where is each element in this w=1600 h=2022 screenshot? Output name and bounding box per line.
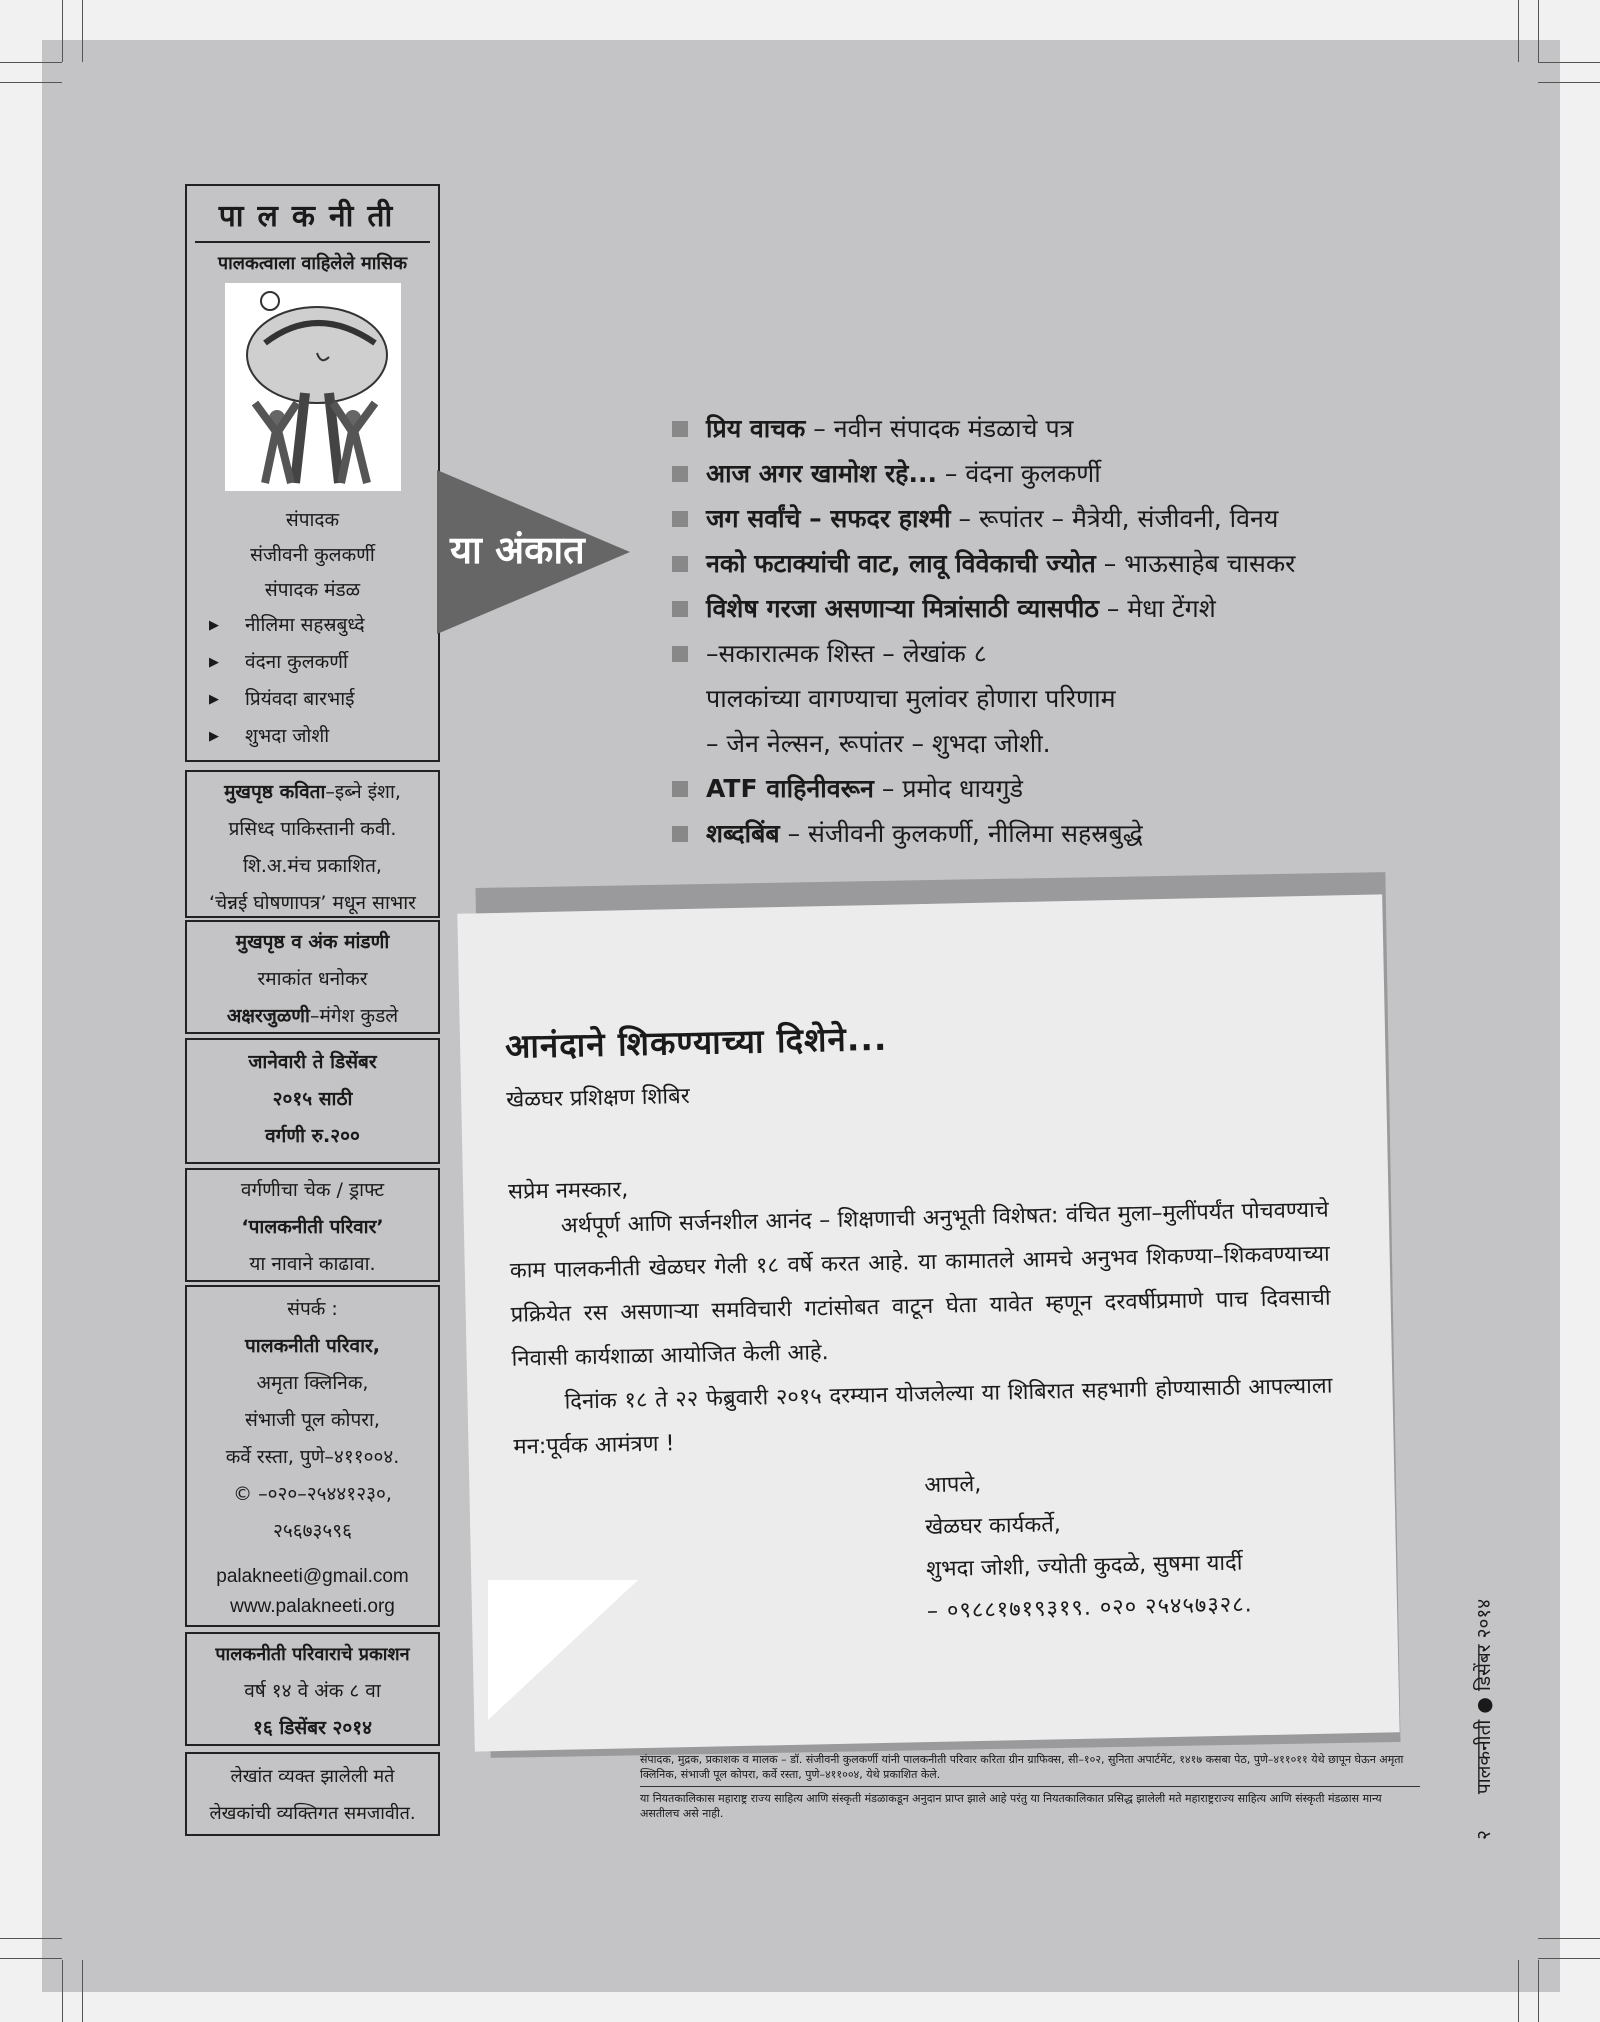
crop-mark: [0, 1938, 62, 1939]
magazine-title: पालकनीती: [195, 186, 430, 243]
table-of-contents: [672, 406, 1295, 856]
editor-label: संपादक: [285, 509, 340, 531]
notice-phones: – ०९८८१७१९३१९. ०२० २५४५७३२८.: [926, 1592, 1253, 1625]
imprint-text: संपादक, मुद्रक, प्रकाशक व मालक – डॉ. संजीवनी कुलकर्णी यांनी पालकनीती परिवार करिता ग्रीन ग्राफिक्स, सी–१०२, सुनिता अपार्टमेंट, १४१७ कसबा पेठ, पुणे–४११०११ येथे छापून घेऊन अमृता क्लिनिक, संभाजी पूल कोपरा, कर्वे रस्ता, पुणे–४११००४, येथे प्रकाशित केले.: [640, 1753, 1404, 1781]
typesetter-name: –मंगेश कुडले: [309, 1005, 399, 1027]
toc-item: –सकारात्मक शिस्त – लेखांक ८: [672, 631, 1295, 676]
notice-names: शुभदा जोशी, ज्योती कुदळे, सुषमा यार्दी: [925, 1550, 1243, 1583]
contact-email[interactable]: palakneeti@gmail.com: [216, 1566, 409, 1587]
contact-phone: © –०२०–२५४४१२३०,: [233, 1483, 392, 1505]
subscription-fee: वर्गणी रु.२००: [265, 1125, 360, 1147]
contact-label: संपर्क :: [287, 1298, 338, 1320]
crop-mark: [82, 0, 83, 62]
cover-poem-heading: मुखपृष्ठ कविता: [224, 781, 326, 803]
contact-website[interactable]: www.palakneeti.org: [230, 1596, 395, 1617]
toc-item: प्रिय वाचक – नवीन संपादक मंडळाचे पत्र: [672, 406, 1295, 451]
bullet-square-icon: [672, 601, 688, 617]
masthead-box: [185, 184, 440, 762]
contact-line: संभाजी पूल कोपरा,: [245, 1409, 380, 1431]
page-curl-corner: [488, 1580, 638, 1720]
crop-mark: [1538, 1958, 1600, 1959]
page-number: २: [1473, 1830, 1495, 1840]
board-label: संपादक मंडळ: [264, 579, 361, 601]
crop-mark: [1518, 1960, 1519, 2022]
running-head: पालकनीती ● डिसेंबर २०१४: [1473, 1598, 1495, 1795]
crop-mark: [1538, 82, 1600, 83]
board-member: ▶ प्रियंवदा बारभाई: [209, 682, 438, 719]
crop-mark: [1538, 0, 1539, 62]
design-heading: मुखपृष्ठ व अंक मांडणी: [235, 931, 390, 953]
notice-subtitle: खेळघर प्रशिक्षण शिबिर: [505, 1083, 690, 1113]
notice-paragraph: अर्थपूर्ण आणि सर्जनशील आनंद – शिक्षणाची अनुभूती विशेषत: वंचित मुला–मुलींपर्यंत पोचवण्याचे काम पालकनीती खेळघर गेली १८ वर्षे करत आहे. या कामातले आमचे अनुभव शिकण्या–शिकवण्याच्या प्रक्रियेत रस असणाऱ्या समविचारी गटांसोबत वाटून घेता यावेत म्हणून दरवर्षीप्रमाणे पाच दिवसाची निवासी कार्यशाळा आयोजित केली आहे.: [509, 1197, 1331, 1372]
board-member: ▶ वंदना कुलकर्णी: [209, 645, 438, 682]
notice-signatory: खेळघर कार्यकर्ते,: [925, 1512, 1062, 1541]
publication-box: [185, 1632, 440, 1746]
cover-poem-line: ‘चेन्नई घोषणापत्र’ मधून साभार: [209, 892, 416, 914]
issue-date: १६ डिसेंबर २०१४: [252, 1717, 373, 1739]
cover-poem-box: [185, 770, 440, 918]
crop-mark: [0, 1958, 62, 1959]
toc-article-title: पालकांच्या वागण्याचा मुलांवर होणारा परिणाम: [706, 684, 1116, 713]
imprint-footer: [640, 1752, 1420, 1821]
contents-label: या अंकात: [450, 528, 585, 572]
toc-item: जग सर्वांचे – सफदर हाश्मी – रूपांतर – मैत्रेयी, संजीवनी, विनय: [672, 496, 1295, 541]
tree-family-logo: [225, 283, 401, 491]
contact-box: [185, 1285, 440, 1627]
bullet-square-icon: [672, 511, 688, 527]
typeset-label: अक्षरजुळणी: [226, 1005, 310, 1027]
contact-phone: २५६७३५९६: [272, 1520, 353, 1542]
toc-item: शब्दबिंब – संजीवनी कुलकर्णी, नीलिमा सहस्रबुद्धे: [672, 811, 1295, 856]
publisher-line: पालकनीती परिवाराचे प्रकाशन: [215, 1644, 410, 1665]
toc-item: नको फटाक्यांची वाट, लावू विवेकाची ज्योत – भाऊसाहेब चासकर: [672, 541, 1295, 586]
disclaimer-line: लेखकांची व्यक्तिगत समजावीत.: [209, 1803, 416, 1824]
contact-org: पालकनीती परिवार,: [245, 1335, 380, 1357]
cover-poem-line: प्रसिध्द पाकिस्तानी कवी.: [228, 818, 397, 840]
notice-title: आनंदाने शिकण्याच्या दिशेने...: [504, 1018, 888, 1066]
crop-mark: [0, 82, 62, 83]
crop-mark: [82, 1960, 83, 2022]
running-footer: [1470, 1599, 1496, 1840]
board-member: ▶ नीलिमा सहस्रबुध्दे: [209, 608, 438, 645]
crop-mark: [1538, 1938, 1600, 1939]
contact-line: अमृता क्लिनिक,: [256, 1372, 369, 1394]
editor-name: संजीवनी कुलकर्णी: [250, 544, 375, 566]
magazine-tagline: पालकत्वाला वाहिलेले मासिक: [217, 253, 408, 274]
crop-mark: [1518, 0, 1519, 62]
notice-salutation: सप्रेम नमस्कार,: [507, 1177, 629, 1205]
designer-name: रमाकांत धनोकर: [257, 968, 368, 990]
editorial-board-list: [187, 608, 438, 756]
subscription-box: [185, 1038, 440, 1164]
volume-issue: वर्ष १४ वे अंक ८ वा: [244, 1680, 381, 1702]
bullet-square-icon: [672, 781, 688, 797]
toc-article-credit: – जेन नेल्सन, रूपांतर – शुभदा जोशी.: [706, 729, 1051, 758]
grant-disclaimer: या नियतकालिकास महाराष्ट्र राज्य साहित्य आणि संस्कृती मंडळाकडून अनुदान प्राप्त झाले आहे परंतु या नियतकालिकात प्रसिद्ध झालेली मते महाराष्ट्रराज्य साहित्य आणि संस्कृती मंडळास मान्य असतीलच असे नाही.: [640, 1792, 1382, 1820]
crop-mark: [1538, 1960, 1539, 2022]
notice-paragraph: दिनांक १८ ते २२ फेब्रुवारी २०१५ दरम्यान योजलेल्या या शिबिरात सहभागी होण्यासाठी आपल्याला मन:पूर्वक आमंत्रण !: [513, 1373, 1333, 1460]
cover-poem-poet: –इब्ने इंशा,: [325, 781, 401, 803]
bullet-square-icon: [672, 421, 688, 437]
bullet-square-icon: [672, 826, 688, 842]
subscription-line: जानेवारी ते डिसेंबर: [248, 1051, 377, 1073]
toc-item: ATF वाहिनीवरून – प्रमोद धायगुडे: [672, 766, 1295, 811]
cheque-box: [185, 1168, 440, 1282]
bullet-square-icon: [672, 466, 688, 482]
crop-mark: [62, 1960, 63, 2022]
toc-item: विशेष गरजा असणाऱ्या मित्रांसाठी व्यासपीठ – मेधा टेंगशे: [672, 586, 1295, 631]
notice-closing: आपले,: [924, 1471, 982, 1499]
cover-poem-line: शि.अ.मंच प्रकाशित,: [243, 855, 382, 877]
subscription-line: २०१५ साठी: [272, 1088, 353, 1110]
toc-item: आज अगर खामोश रहे... – वंदना कुलकर्णी: [672, 451, 1295, 496]
disclaimer-line: लेखांत व्यक्त झालेली मते: [230, 1766, 395, 1787]
crop-mark: [0, 62, 62, 63]
disclaimer-box: [185, 1752, 440, 1836]
cheque-line: या नावाने काढावा.: [249, 1253, 376, 1275]
crop-mark: [1538, 62, 1600, 63]
cheque-line: वर्गणीचा चेक / ड्राफ्ट: [240, 1179, 385, 1201]
design-credits-box: [185, 920, 440, 1034]
cheque-payee: ‘पालकनीती परिवार’: [241, 1216, 384, 1238]
bullet-square-icon: [672, 646, 688, 662]
bullet-square-icon: [672, 556, 688, 572]
contact-line: कर्वे रस्ता, पुणे–४११००४.: [225, 1446, 400, 1468]
crop-mark: [62, 0, 63, 62]
board-member: ▶ शुभदा जोशी: [209, 719, 438, 756]
